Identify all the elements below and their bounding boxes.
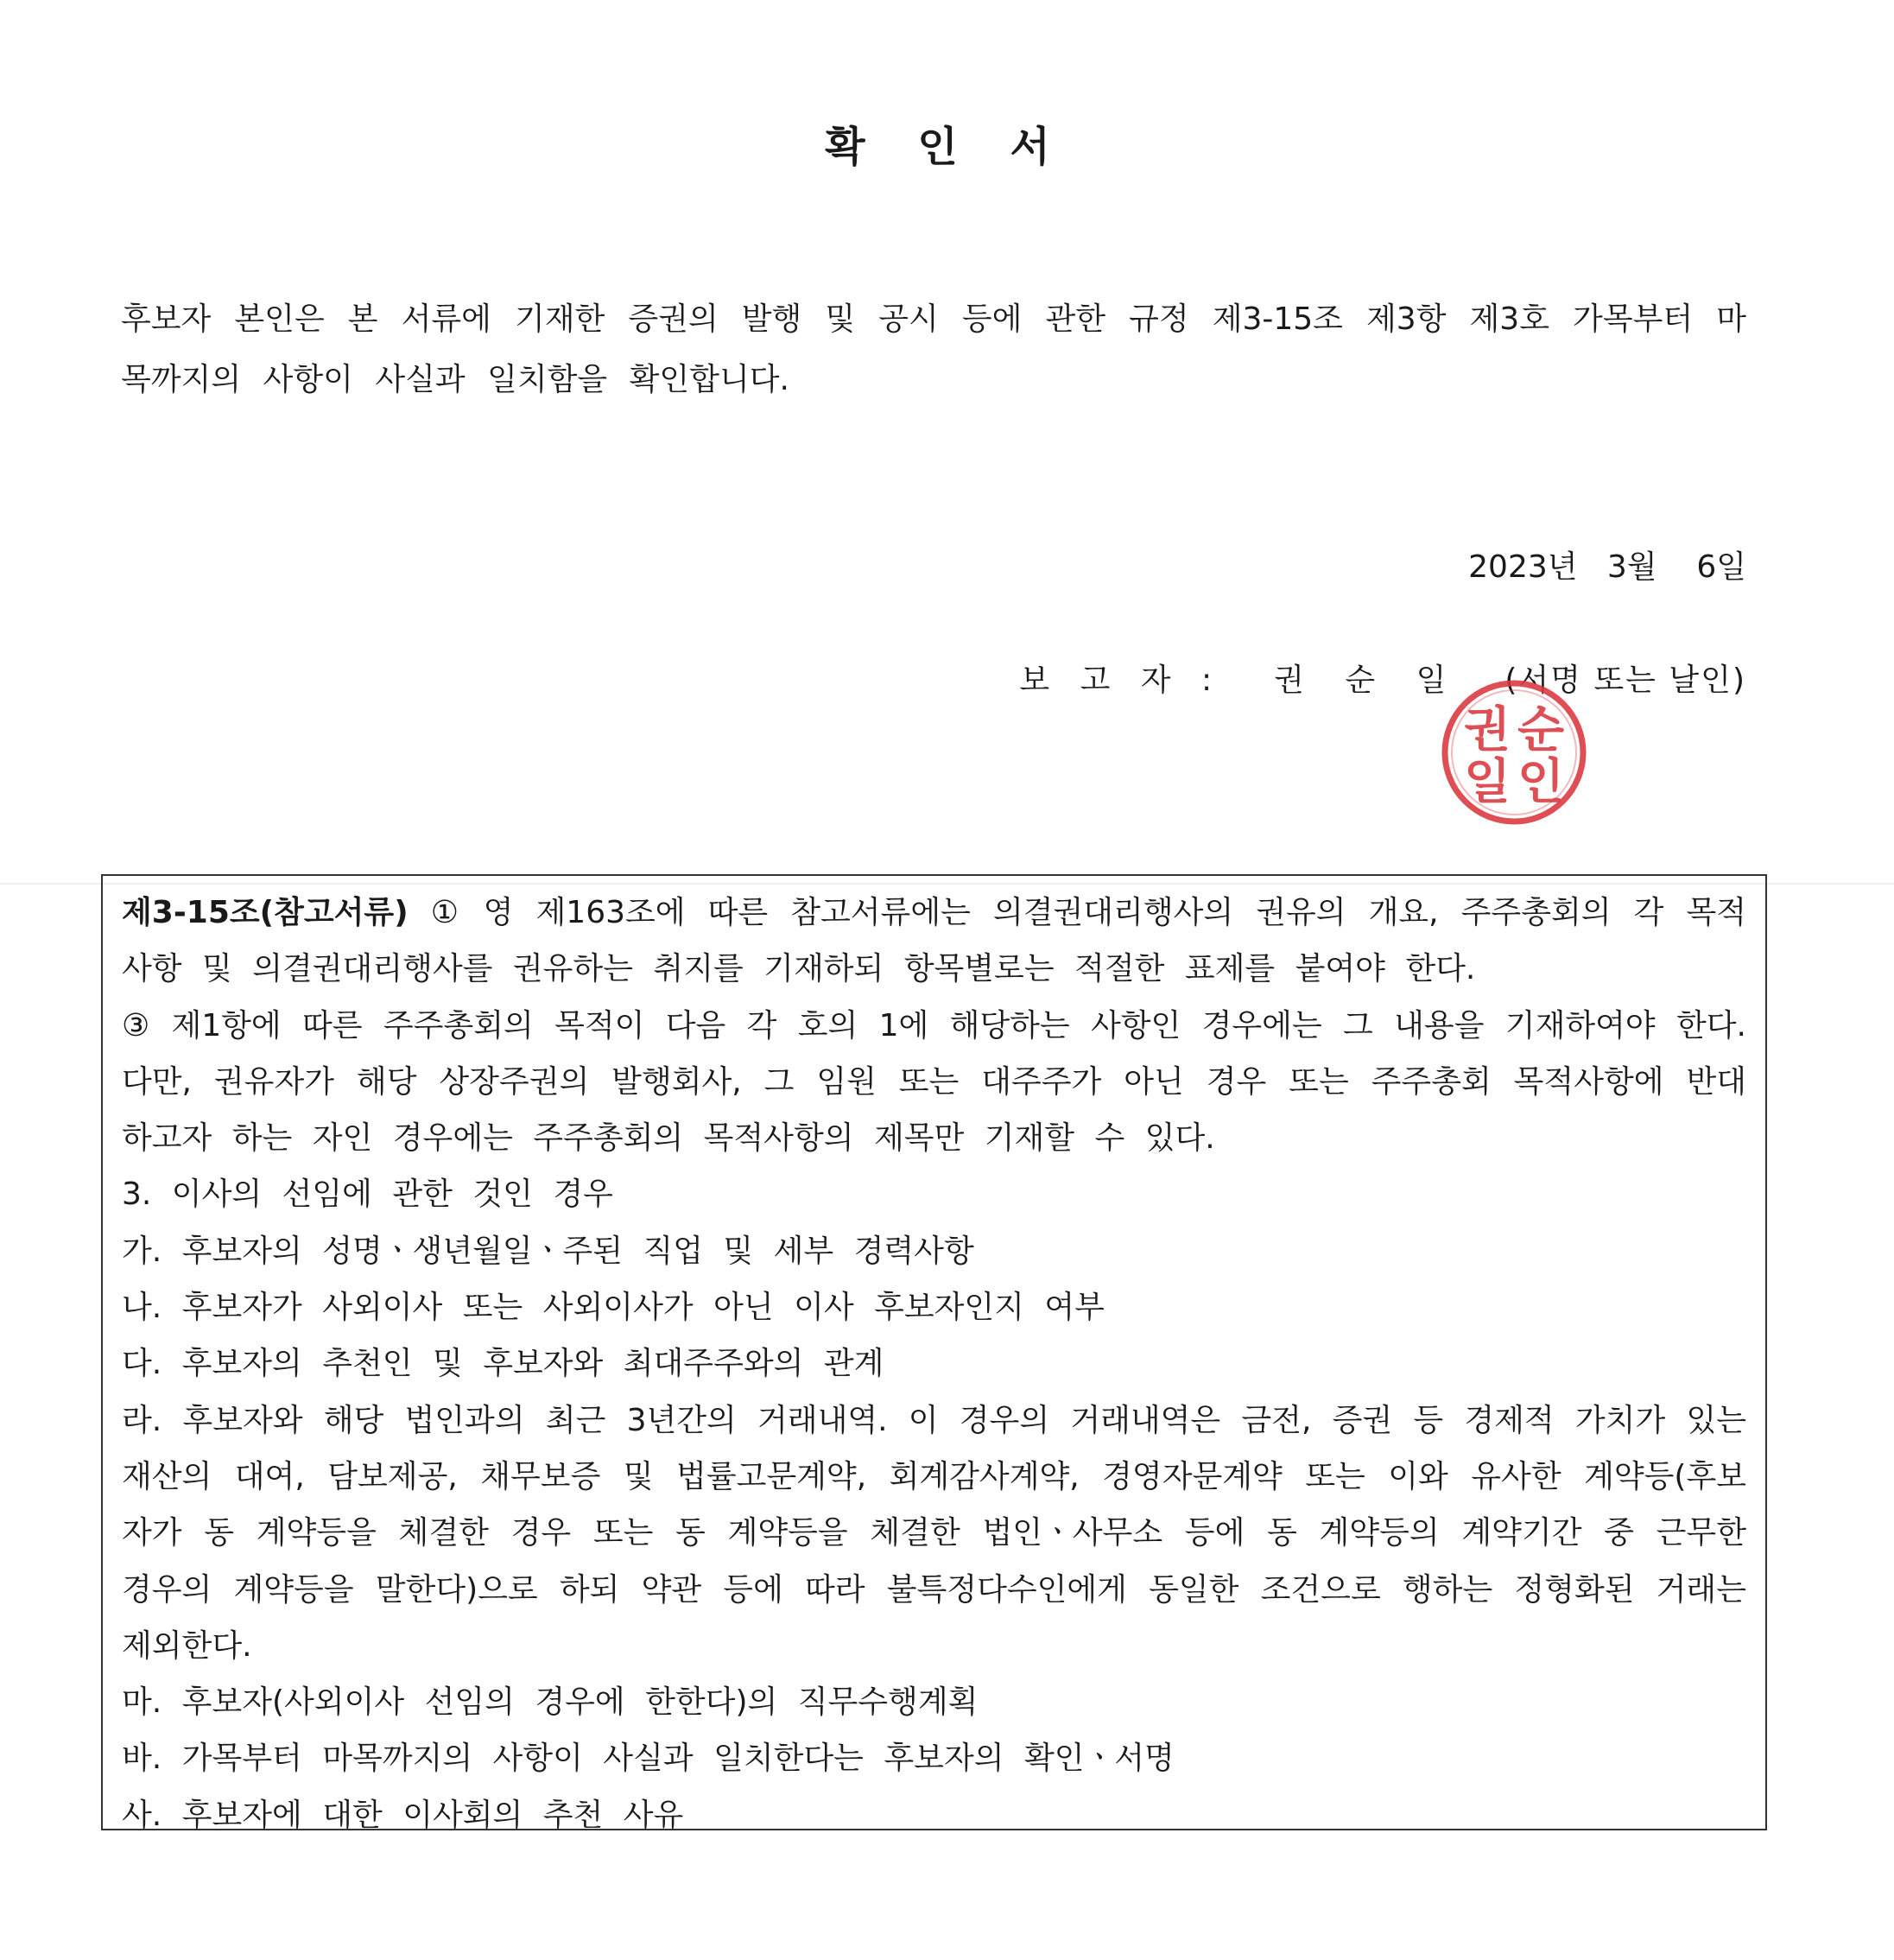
seal-char-4: 인 xyxy=(1517,754,1565,810)
regulation-para-1 xyxy=(122,885,1746,998)
reporter-name: 권 순 일 xyxy=(1274,663,1462,698)
regulation-para-3: ③ 제1항에 따른 주주총회의 목적이 다음 각 호의 1에 해당하는 사항인 경우에는 그 내용을 기재하여야 한다. 다만, 권유자가 해당 상장주권의 발행회사, 그 임원 또는 대주주가 아닌 경우 또는 주주총회 목적사항에 반대하고자 하는 자인 경우에는 주주총회의 목적사항의 제목만 기재할 수 있다. xyxy=(122,1007,1746,1157)
signature-note: (서명 또는 날인) xyxy=(1504,663,1746,698)
reporter-line xyxy=(1019,659,1746,702)
regulation-subitem-ba: 바. 가목부터 마목까지의 사항이 사실과 일치한다는 후보자의 확인ㆍ서명 xyxy=(122,1741,1175,1777)
seal-stamp xyxy=(1437,676,1591,829)
regulation-item-3: 3. 이사의 선임에 관한 것인 경우 xyxy=(122,1177,613,1213)
regulation-subitem-sa: 사. 후보자에 대한 이사회의 추천 사유 xyxy=(122,1797,684,1833)
regulation-heading: 제3-15조(참고서류) xyxy=(122,895,409,930)
confirmation-statement: 후보자 본인은 본 서류에 기재한 증권의 발행 및 공시 등에 관한 규정 제3-15조 제3항 제3호 가목부터 마목까지의 사항이 사실과 일치함을 확인합니다. xyxy=(121,301,1746,397)
seal-char-1: 권 xyxy=(1463,702,1511,758)
regulation-para-1-text: ① 영 제163조에 따른 참고서류에는 의결권대리행사의 권유의 개요, 주주총회의 각 목적사항 및 의결권대리행사를 권유하는 취지를 기재하되 항목별로는 적절한 표제를 붙여야 한다. xyxy=(122,895,1746,987)
regulation-subitem-ra: 라. 후보자와 해당 법인과의 최근 3년간의 거래내역. 이 경우의 거래내역은 금전, 증권 등 경제적 가치가 있는 재산의 대여, 담보제공, 채무보증 및 법률고문계약, 회계감사계약, 경영자문계약 또는 이와 유사한 계약등(후보자가 동 계약등을 체결한 경우 또는 동 계약등을 체결한 법인ㆍ사무소 등에 동 계약등의 계약기간 중 근무한 경우의 계약등을 말한다)으로 하되 약관 등에 따라 불특정다수인에게 동일한 조건으로 행하는 정형화된 거래는 제외한다. xyxy=(122,1402,1746,1664)
regulation-subitem-ma: 마. 후보자(사외이사 선임의 경우에 한한다)의 직무수행계획 xyxy=(122,1684,979,1721)
regulation-box xyxy=(101,874,1767,1833)
seal-char-3: 일 xyxy=(1463,754,1511,810)
regulation-subitem-ga: 가. 후보자의 성명ㆍ생년월일ㆍ주된 직업 및 세부 경력사항 xyxy=(122,1233,974,1269)
reporter-label: 보 고 자 : xyxy=(1019,663,1223,698)
document-title: 확 인 서 xyxy=(825,123,1069,171)
seal-char-2: 순 xyxy=(1517,702,1565,758)
document-date: 2023년 3월 6일 xyxy=(1468,549,1746,585)
regulation-subitem-da: 다. 후보자의 추천인 및 후보자와 최대주주와의 관계 xyxy=(122,1346,884,1382)
regulation-subitem-na: 나. 후보자가 사외이사 또는 사외이사가 아닌 이사 후보자인지 여부 xyxy=(122,1290,1105,1326)
